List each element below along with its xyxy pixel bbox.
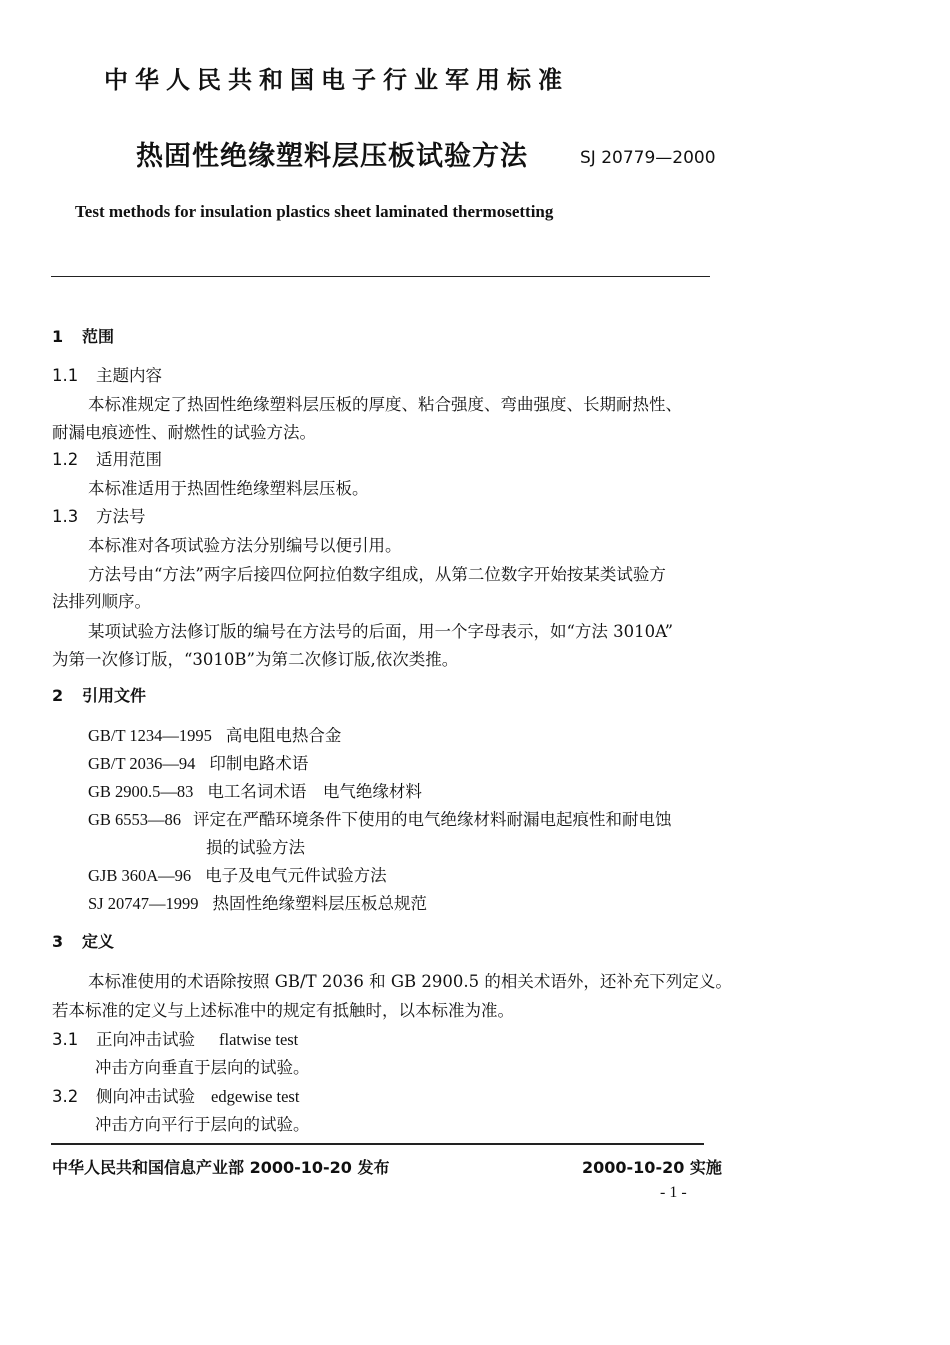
term-cn: 正向冲击试验: [96, 1030, 195, 1049]
paragraph-text: 为第一次修订版，“3010B”为第二次修订版,依次类推。: [52, 650, 459, 669]
reference-item: [88, 754, 308, 774]
effective-date: 2000-10-20 实施: [582, 1158, 722, 1177]
section-3-1-heading: [52, 1030, 298, 1050]
standard-category-header: 中华人民共和国电子行业军用标准: [104, 66, 569, 94]
section-1-heading: [52, 327, 114, 347]
section-3-2-heading: [52, 1087, 299, 1107]
section-2-heading: [52, 686, 146, 706]
paragraph-text: 本标准适用于热固性绝缘塑料层压板。: [88, 479, 369, 498]
reference-item: [88, 894, 427, 914]
paragraph-text: 若本标准的定义与上述标准中的规定有抵触时，以本标准为准。: [52, 1001, 514, 1020]
document-title-en: Test methods for insulation plastics sheet laminated thermosetting: [75, 202, 554, 221]
paragraph-text: 耐漏电痕迹性、耐燃性的试验方法。: [52, 423, 316, 442]
section-number: 2: [52, 686, 64, 705]
reference-code: GJB 360A—96: [88, 866, 192, 885]
term-cn: 侧向冲击试验: [96, 1087, 195, 1106]
term-en: edgewise test: [211, 1087, 300, 1106]
section-title: 范围: [82, 327, 115, 346]
reference-title: 评定在严酷环境条件下使用的电气绝缘材料耐漏电起痕性和耐电蚀: [193, 810, 672, 829]
section-number: 3: [52, 932, 64, 951]
section-number: 1.3: [52, 507, 79, 526]
section-number: 1.1: [52, 366, 79, 385]
paragraph-text: 法排列顺序。: [52, 592, 151, 611]
section-title: 主题内容: [96, 366, 162, 385]
document-title-cn: 热固性绝缘塑料层压板试验方法: [136, 141, 528, 172]
standard-code: SJ 20779—2000: [580, 148, 716, 168]
reference-code: GB 6553—86: [88, 810, 182, 829]
section-title: 适用范围: [96, 450, 162, 469]
reference-code: GB 2900.5—83: [88, 782, 194, 801]
section-1-2-heading: [52, 450, 162, 470]
section-title: 方法号: [96, 507, 146, 526]
reference-item: [88, 810, 672, 830]
header-divider: [51, 276, 710, 277]
section-title: 定义: [82, 932, 115, 951]
section-title: 引用文件: [82, 686, 147, 705]
term-en: flatwise test: [219, 1030, 299, 1049]
section-3-heading: [52, 932, 114, 952]
paragraph-text: 本标准规定了热固性绝缘塑料层压板的厚度、粘合强度、弯曲强度、长期耐热性、: [88, 395, 682, 414]
section-number: 3.2: [52, 1087, 79, 1106]
reference-item: [88, 866, 387, 886]
reference-title: 高电阻电热合金: [225, 726, 342, 745]
reference-code: GB/T 2036—94: [88, 754, 196, 773]
term-definition: 冲击方向平行于层向的试验。: [95, 1115, 310, 1134]
term-definition: 冲击方向垂直于层向的试验。: [95, 1058, 310, 1077]
section-number: 1: [52, 327, 64, 346]
reference-title-continuation: 损的试验方法: [206, 838, 305, 857]
section-number: 3.1: [52, 1030, 79, 1049]
reference-item: [88, 726, 341, 746]
section-1-1-heading: [52, 366, 162, 386]
issue-info: 中华人民共和国信息产业部 2000-10-20 发布: [52, 1158, 390, 1177]
paragraph-text: 本标准使用的术语除按照 GB/T 2036 和 GB 2900.5 的相关术语外，还补充下列定义。: [88, 972, 732, 991]
paragraph-text: 本标准对各项试验方法分别编号以便引用。: [88, 536, 402, 555]
reference-item: [88, 782, 422, 802]
reference-title: 电子及电气元件试验方法: [205, 866, 387, 885]
section-1-3-heading: [52, 507, 146, 527]
page-number: - 1 -: [660, 1184, 687, 1201]
reference-code: SJ 20747—1999: [88, 894, 199, 913]
paragraph-text: 某项试验方法修订版的编号在方法号的后面，用一个字母表示，如“方法 3010A”: [88, 622, 674, 641]
reference-code: GB/T 1234—1995: [88, 726, 212, 745]
footer-divider: [51, 1143, 704, 1145]
paragraph-text: 方法号由“方法”两字后接四位阿拉伯数字组成，从第二位数字开始按某类试验方: [88, 565, 666, 584]
reference-title: 电工名词术语 电气绝缘材料: [207, 782, 422, 801]
reference-title: 印制电路术语: [209, 754, 309, 773]
section-number: 1.2: [52, 450, 79, 469]
reference-title: 热固性绝缘塑料层压板总规范: [212, 894, 427, 913]
